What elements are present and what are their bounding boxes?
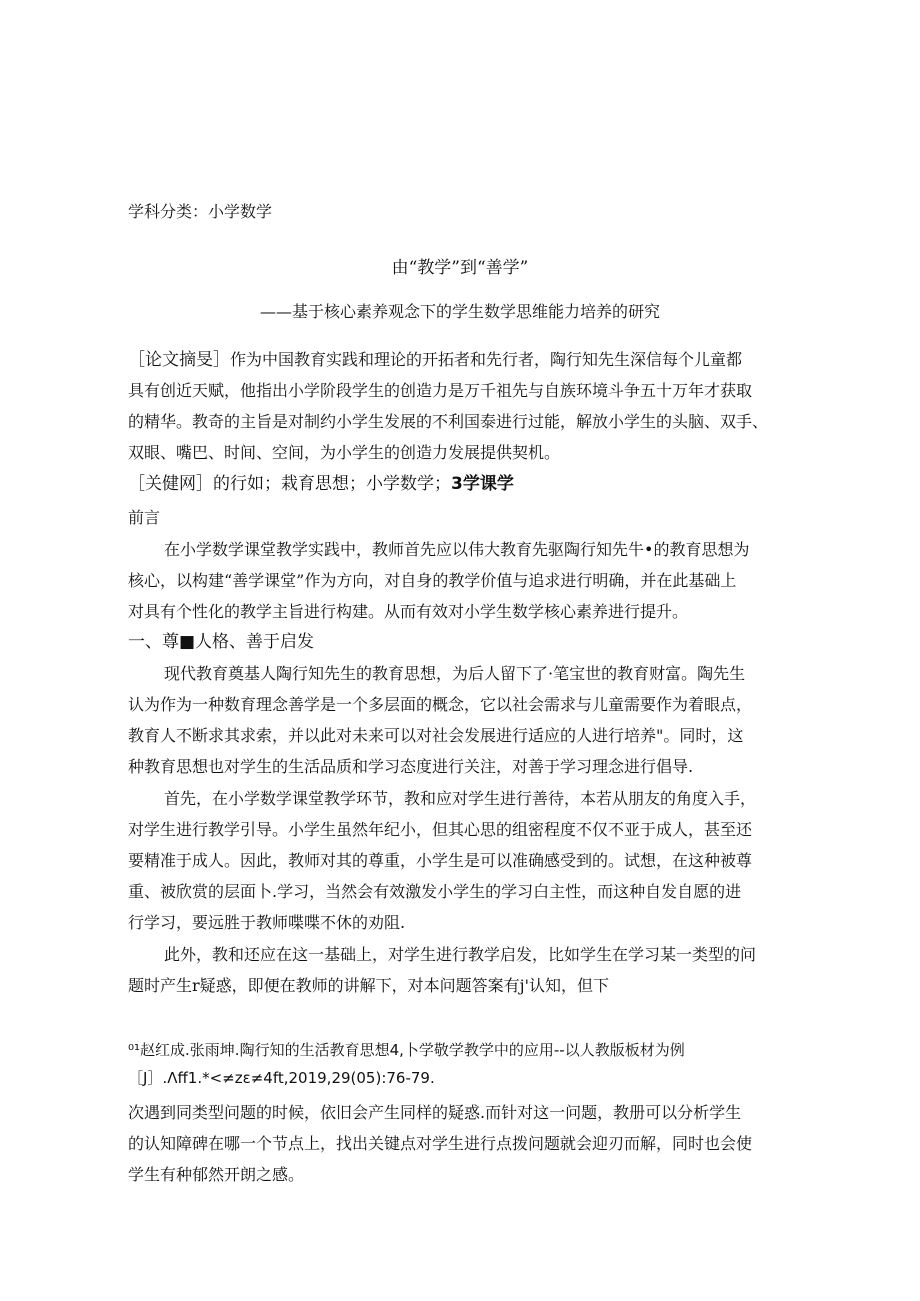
paper-title: 由“教学”到“善学” bbox=[391, 258, 529, 278]
abstract-line-4: 双眼、嘴巴、时间、空间，为小学生的创造力发展提供契机。 bbox=[128, 443, 561, 462]
abstract-line-2: 具有创近天赋，他指出小学阶段学生的创造力是万千祖先与自族环境斗争五十万年才获取 bbox=[128, 381, 753, 400]
para1-line-1: 现代教育奠基人陶行知先生的教育思想，为后人留下了·笔宝世的教育财富。陶先生 bbox=[164, 664, 746, 683]
footnote-line-2: ［J］.Λff1.*<≠zε≠4ft,2019,29(05):76-79. bbox=[128, 1069, 435, 1087]
preface-heading: 前言 bbox=[128, 508, 161, 527]
paper-subtitle: ——基于核心素养观念下的学生数学思维能力培养的研究 bbox=[259, 302, 660, 321]
continuation-line-2: 的认知障碑在哪一个节点上，找出关键点对学生进行点拨问题就会迎刃而解，同时也会使 bbox=[128, 1134, 753, 1153]
preface-line-3: 对具有个性化的教学主旨进行构建。从而有效对小学生数学核心素养进行提升。 bbox=[128, 602, 689, 621]
continuation-line-1: 次遇到同类型问题的时候，依旧会产生同样的疑惑.而针对这一问题，教册可以分析学生 bbox=[128, 1103, 742, 1122]
para3-line-1: 此外，教和还应在这一基础上，对学生进行教学启发，比如学生在学习某一类型的问 bbox=[164, 945, 757, 964]
para1-line-4: 种教育思想也对学生的生活品质和学习态度进行关注，对善于学习理念进行倡导. bbox=[128, 757, 694, 776]
para1-line-2: 认为作为一种数育理念善学是一个多层面的概念，它以社会需求与儿童需要作为着眼点， bbox=[128, 695, 753, 714]
abstract-line-1 bbox=[128, 350, 792, 370]
para2-line-2: 对学生进行教学引导。小学生虽然年纪小，但其心思的组密程度不仅不亚于成人，甚至还 bbox=[128, 820, 753, 839]
abstract-text-1: 作为中国教育实践和理论的开拓者和先行者，陶行知先生深信每个儿童都 bbox=[230, 350, 743, 369]
continuation-line-3: 学生有种郁然开朗之感。 bbox=[128, 1165, 305, 1184]
para2-line-3: 要精准于成人。因此，教师对其的尊重，小学生是可以准确感受到的。试想，在这种被尊 bbox=[128, 851, 753, 870]
keywords-line bbox=[128, 474, 792, 494]
keywords-bold-tail: 3学课学 bbox=[451, 474, 514, 494]
preface-line-2: 核心，以构建“善学课堂”作为方向，对自身的教学价值与追求进行明确，并在此基础上 bbox=[128, 571, 737, 590]
abstract-label: ［论文摘旻］ bbox=[128, 350, 230, 370]
para1-line-3: 教育人不断求其求索，并以此对未来可以对社会发展进行适应的人进行培养"。同时，这 bbox=[128, 726, 744, 745]
abstract-line-3: 的精华。教奇的主旨是对制约小学生发展的不利国泰进行过能，解放小学生的头脑、双手、 bbox=[128, 412, 769, 431]
section1-heading: 一、尊■人格、善于启发 bbox=[128, 632, 315, 652]
para2-line-5: 行学习，要远胜于教师喋喋不休的劝阻. bbox=[128, 913, 406, 932]
footnote-line-1: ⁰¹赵红成.张雨坤.陶行知的生活教育思想4,卜学敬学教学中的应用--以人教版板材为例 bbox=[128, 1041, 685, 1059]
para2-line-1: 首先，在小学数学课堂教学环节，教和应对学生进行善待，本若从朋友的角度入手， bbox=[164, 789, 757, 808]
para3-line-2: 题时产生r疑惑，即便在教师的讲解下，对本问题答案有j'认知，但下 bbox=[128, 976, 610, 995]
keywords-text: 的行如；栽育思想；小学数学； bbox=[213, 474, 451, 494]
keywords-label: ［关健网］ bbox=[128, 474, 213, 494]
para2-line-4: 重、被欣赏的层面卜.学习，当然会有效激发小学生的学习白主性，而这种自发自愿的进 bbox=[128, 882, 742, 901]
subject-category: 学科分类：小学数学 bbox=[128, 202, 273, 221]
preface-line-1: 在小学数学课堂教学实践中，教师首先应以伟大教育先驱陶行知先牛•的教育思想为 bbox=[164, 540, 750, 559]
